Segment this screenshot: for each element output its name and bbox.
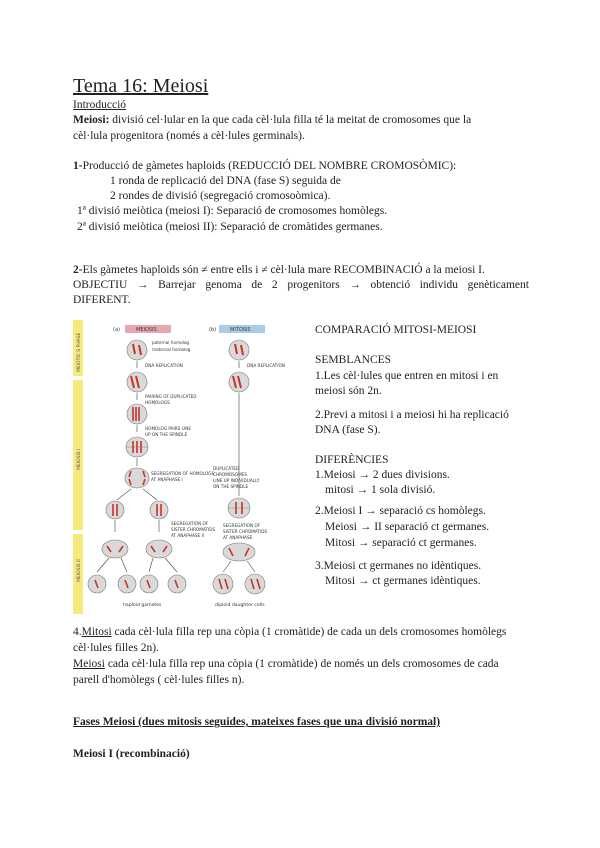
label-pairs-2: UP ON THE SPINDLE <box>145 432 188 437</box>
meiosis-cell-ii-left <box>106 501 124 519</box>
label-seg-2: AT ANAPHASE I <box>151 477 183 482</box>
meiosi-label: Meiosi: <box>73 114 110 126</box>
label-sisA-1: SEGREGATION OF <box>171 521 209 526</box>
label-haploid: haploid gametes <box>123 603 162 608</box>
meiosis-cell-replicated <box>127 372 147 392</box>
similarity-2b: DNA (fase S). <box>315 424 381 436</box>
page-title: Tema 16: Meiosi <box>73 75 209 97</box>
label-dup-3: LINE UP INDIVIDUALLY <box>213 478 260 483</box>
differences-heading: DIFERÈNCIES <box>315 454 389 466</box>
similarity-2a: 2.Previ a mitosi i a meiosi hi ha replicació <box>315 409 509 421</box>
meiosi-def-line1: divisió cel·lular en la que cada cèl·lula filla té la meitat de cromosomes que la <box>112 114 472 126</box>
col-a-letter: (a) <box>113 327 120 333</box>
difference-3a: 3.Meiosi ct germanes no idèntiques. <box>315 560 482 572</box>
point4-meiosi-line1 <box>73 656 499 672</box>
point4-number: 4. <box>73 626 82 638</box>
difference-1b: mitosi → 1 sola divisió. <box>325 484 436 496</box>
point2-line2: OBJECTIU → Barrejar genoma de 2 progenitors → obtenció individu genèticament <box>73 279 529 291</box>
meiosis-cell-ii-right <box>150 501 168 519</box>
difference-1a: 1.Meiosi → 2 dues divisions. <box>315 469 450 481</box>
meiosis-mitosis-figure <box>73 320 305 616</box>
similarity-1b: meiosi són 2n. <box>315 385 382 397</box>
label-pairs-1: HOMOLOG PAIRS LINE <box>145 426 192 431</box>
difference-2c: Mitosi → separació ct germanes. <box>325 537 477 549</box>
side-label-meiosis-ii: MEIOSIS II <box>77 559 82 582</box>
point1-sub1: 1 ronda de replicació del DNA (fase S) seguida de <box>110 175 341 187</box>
meiosi-text1: cada cèl·lula filla rep una còpia (1 cromàtide) de només un dels cromosomes de cada <box>104 658 499 670</box>
side-label-meiosis-i: MEIOSIS I <box>77 448 82 470</box>
meiosi-definition <box>73 112 529 128</box>
meiosi-def-line2: cèl·lula progenitora (només a cèl·lules germinals). <box>73 130 305 142</box>
mitosis-cell-spindle <box>228 498 250 518</box>
point2-line1 <box>73 262 485 278</box>
mitosi-label: Mitosi <box>81 626 112 638</box>
point1-div1: 1ª divisió meiòtica (meiosi I): Separació de cromosomes homòlegs. <box>77 205 388 217</box>
meiosis-cell-start <box>127 340 147 360</box>
comparison-heading: COMPARACIÓ MITOSI-MEIOSI <box>315 324 477 336</box>
label-dup-1: DUPLICATED <box>213 466 240 471</box>
label-sisB-1: SEGREGATION OF <box>223 523 261 528</box>
point2-line3: DIFERENT. <box>73 294 131 306</box>
point1-number: 1- <box>73 160 83 172</box>
label-paternal: paternal homolog <box>152 340 190 345</box>
point1-line <box>73 158 456 174</box>
phases-heading: Fases Meiosi (dues mitosis seguides, mateixes fases que una divisió normal) <box>73 716 441 728</box>
point1-sub2: 2 rondes de divisió (segregació cromosoòmica). <box>110 190 331 202</box>
intro-heading: Introducció <box>73 99 127 111</box>
label-dup-4: ON THE SPINDLE <box>213 484 249 489</box>
meiosi-i-heading: Meiosi I (recombinació) <box>73 748 190 760</box>
point1-text: Producció de gàmetes haploids (REDUCCIÓ DEL NOMBRE CROMOSÒMIC): <box>82 160 457 172</box>
label-diploid: diploid daughter cells <box>215 603 265 608</box>
point4-mitosi-line1 <box>73 624 506 640</box>
label-pairing-1: PAIRING OF DUPLICATED <box>145 394 197 399</box>
label-sisA-3: AT ANAPHASE II <box>171 533 204 538</box>
mitosis-cell-replicated <box>229 372 249 392</box>
label-dna-rep-a: DNA REPLICATION <box>145 363 183 368</box>
label-sisB-3: AT ANAPHASE <box>223 535 253 540</box>
diploid-daughter-cells <box>213 574 265 594</box>
similarities-heading: SEMBLANCES <box>315 354 392 366</box>
meiosis-cell-anaphase-i <box>125 468 149 488</box>
point2-number: 2- <box>73 264 83 276</box>
col-b-title: MITOSIS <box>230 327 251 333</box>
label-sisB-2: SISTER CHROMATIDS <box>223 529 268 534</box>
meiosis-cell-anaphase-ii-left <box>102 540 128 558</box>
side-label-s-phase: MEIOTIC S PHASE <box>77 332 82 372</box>
label-maternal: maternal homolog <box>152 347 191 352</box>
col-a-title: MEIOSIS <box>136 327 157 333</box>
col-b-letter: (b) <box>209 327 217 333</box>
meiosis-cell-spindle <box>126 437 148 457</box>
difference-2a: 2.Meiosi I → separació cs homòlegs. <box>315 505 486 517</box>
point4-meiosi-line2: parell d'homòlegs ( cèl·lules filles n). <box>73 674 245 686</box>
mitosi-text1: cada cèl·lula filla rep una còpia (1 cromàtide) de cada un dels cromosomes homòlegs <box>111 626 507 638</box>
label-dup-2: CHROMOSOMES <box>213 472 248 477</box>
similarity-1a: 1.Les cèl·lules que entren en mitosi i en <box>315 370 499 382</box>
label-seg-1: SEGREGATION OF HOMOLOGS <box>151 471 215 476</box>
haploid-gametes <box>88 575 186 593</box>
difference-3b: Mitosi → ct germanes idèntiques. <box>325 575 481 587</box>
point2-text1: Els gàmetes haploids són ≠ entre ells i ≠ cèl·lula mare RECOMBINACIÓ a la meiosi I. <box>82 264 485 276</box>
meiosi-label-2: Meiosi <box>73 658 105 670</box>
mitosis-cell-start <box>229 340 249 360</box>
mitosis-cell-anaphase <box>223 543 255 561</box>
label-dna-rep-b: DNA REPLICATION <box>247 363 285 368</box>
label-pairing-2: HOMOLOGS <box>145 400 170 405</box>
meiosis-cell-paired <box>127 404 147 424</box>
point4-mitosi-line2: cèl·lules filles 2n). <box>73 642 159 654</box>
meiosis-cell-anaphase-ii-right <box>146 540 172 558</box>
label-sisA-2: SISTER CHROMATIDS <box>171 527 216 532</box>
point1-div2: 2ª divisió meiòtica (meiosi II): Separació de cromàtides germanes. <box>77 221 383 233</box>
difference-2b: Meiosi → II separació ct germanes. <box>325 521 490 533</box>
